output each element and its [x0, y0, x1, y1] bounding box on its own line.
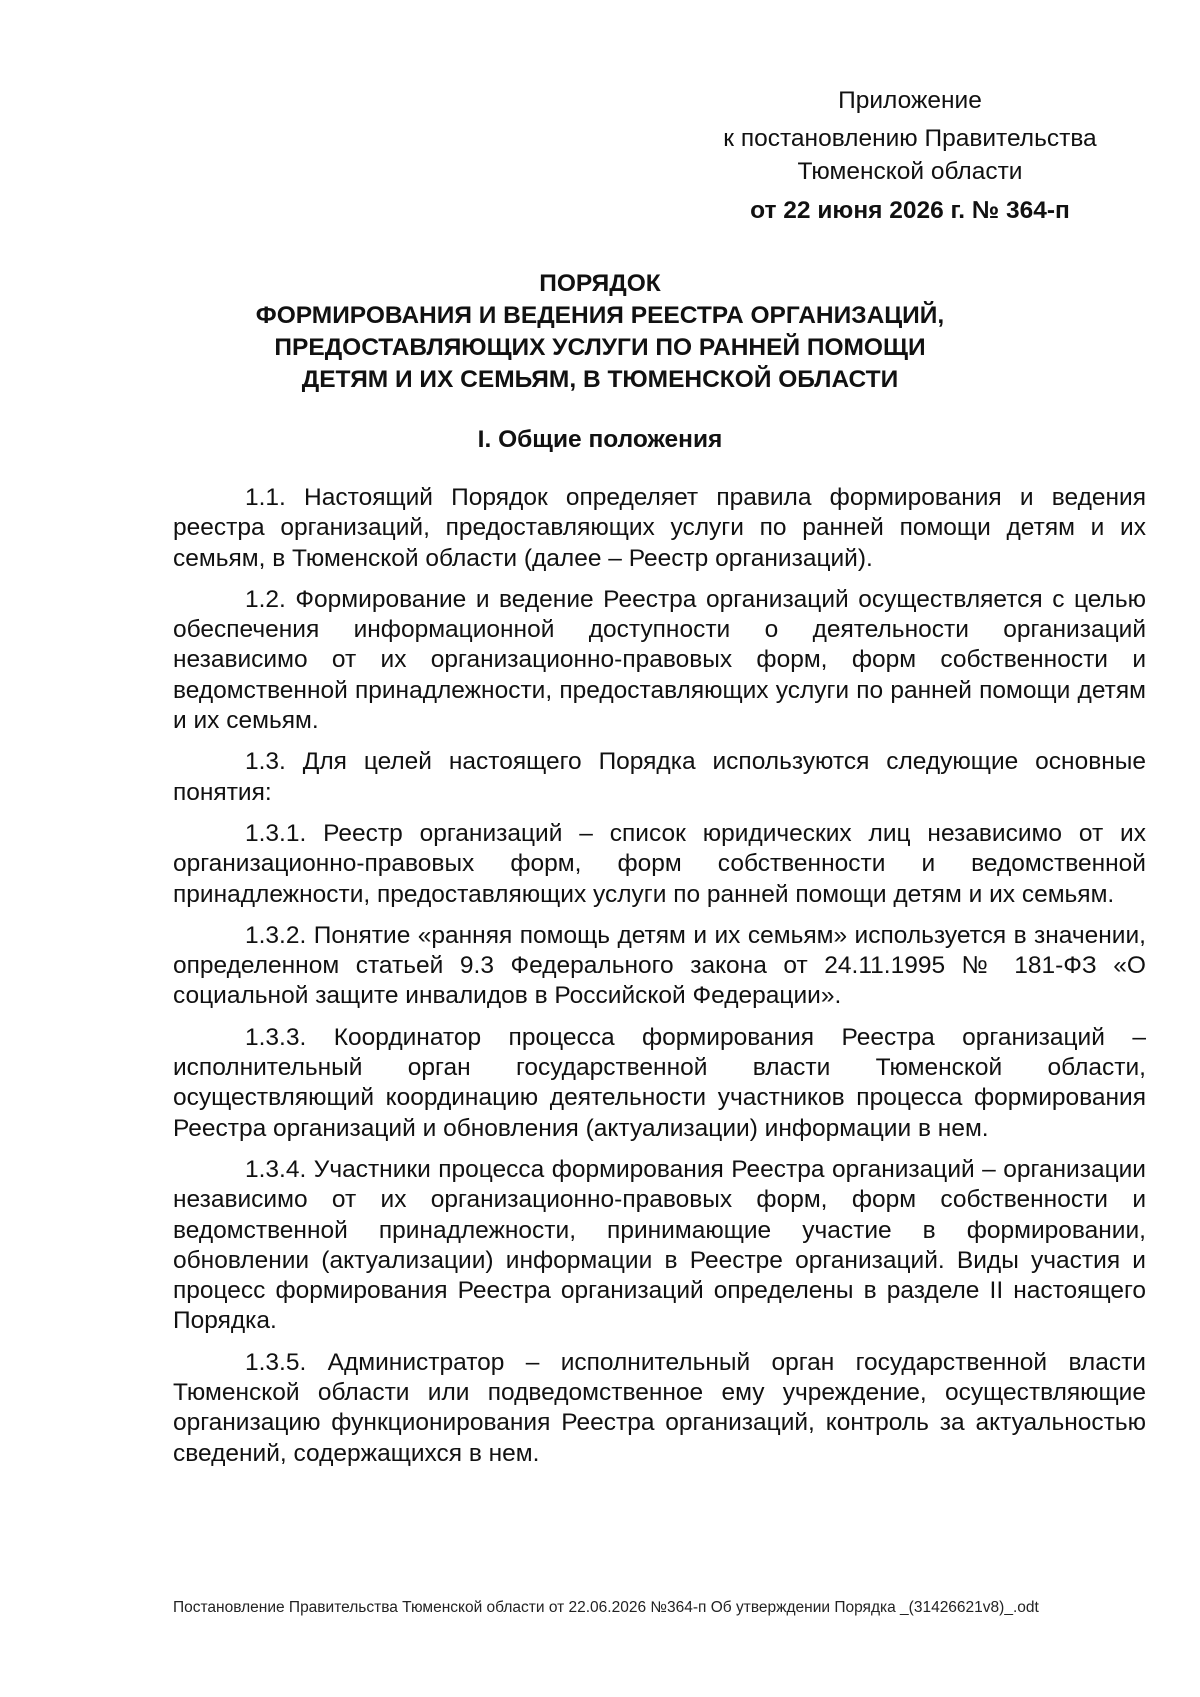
appendix-region: Тюменской области [797, 158, 1023, 185]
appendix-date-number: от 22 июня 2026 г. № 364-п [750, 197, 1070, 224]
title-line-2: ФОРМИРОВАНИЯ И ВЕДЕНИЯ РЕЕСТРА ОРГАНИЗАЦИЙ, [255, 302, 945, 329]
title-line-4: ДЕТЯМ И ИХ СЕМЬЯМ, В ТЮМЕНСКОЙ ОБЛАСТИ [301, 366, 899, 393]
paragraph-1-3-2: 1.3.2. Понятие «ранняя помощь детям и их семьям» используется в значении, определенном статьей 9.3 Федерального закона от 24.11.1995 № 181-ФЗ «О социальной защите инвалидов в Российской Федерации». [173, 921, 1146, 1010]
paragraph-1-3-1: 1.3.1. Реестр организаций – список юридических лиц независимо от их организационно-правовых форм, форм собственности и ведомственной принадлежности, предоставляющих услуги по ранней помощи детям и их семьям. [173, 819, 1146, 908]
appendix-label: Приложение [838, 87, 982, 114]
appendix-header [700, 84, 1120, 227]
paragraph-1-3-3: 1.3.3. Координатор процесса формирования Реестра организаций – исполнительный орган государственной власти Тюменской области, осуществляющий координацию деятельности участников процесса формирования Реестра организаций и обновления (актуализации) информации в нем. [173, 1023, 1146, 1142]
document-title [170, 268, 1030, 396]
paragraph-1-1: 1.1. Настоящий Порядок определяет правила формирования и ведения реестра организаций, предоставляющих услуги по ранней помощи детям и их семьям, в Тюменской области (далее – Реестр организаций). [173, 484, 1146, 572]
paragraph-1-3-5: 1.3.5. Администратор – исполнительный орган государственной власти Тюменской области или подведомственное ему учреждение, осуществляющие организацию функционирования Реестра организаций, контроль за актуальностью сведений, содержащихся в нем. [173, 1348, 1146, 1467]
appendix-resolution-ref: к постановлению Правительства [723, 125, 1097, 152]
paragraph-1-3: 1.3. Для целей настоящего Порядка используются следующие основные понятия: [173, 748, 1146, 806]
page-footer: Постановление Правительства Тюменской области от 22.06.2026 №364-п Об утверждении Порядка _(31426621v8)_.odt [173, 1599, 1039, 1616]
section-heading: I. Общие положения [477, 426, 723, 453]
title-line-3: ПРЕДОСТАВЛЯЮЩИХ УСЛУГИ ПО РАННЕЙ ПОМОЩИ [274, 334, 926, 361]
paragraph-1-3-4: 1.3.4. Участники процесса формирования Реестра организаций – организации независимо от их организационно-правовых форм, форм собственности и ведомственной принадлежности, принимающие участие в формировании, обновлении (актуализации) информации в Реестре организаций. Виды участия и процесс формирования Реестра организаций определены в разделе II настоящего Порядка. [173, 1155, 1146, 1335]
document-body [173, 483, 1146, 1480]
title-line-1: ПОРЯДОК [539, 270, 661, 297]
paragraph-1-2: 1.2. Формирование и ведение Реестра организаций осуществляется с целью обеспечения информационной доступности о деятельности организаций независимо от их организационно-правовых форм, форм собственности и ведомственной принадлежности, предоставляющих услуги по ранней помощи детям и их семьям. [173, 585, 1146, 735]
